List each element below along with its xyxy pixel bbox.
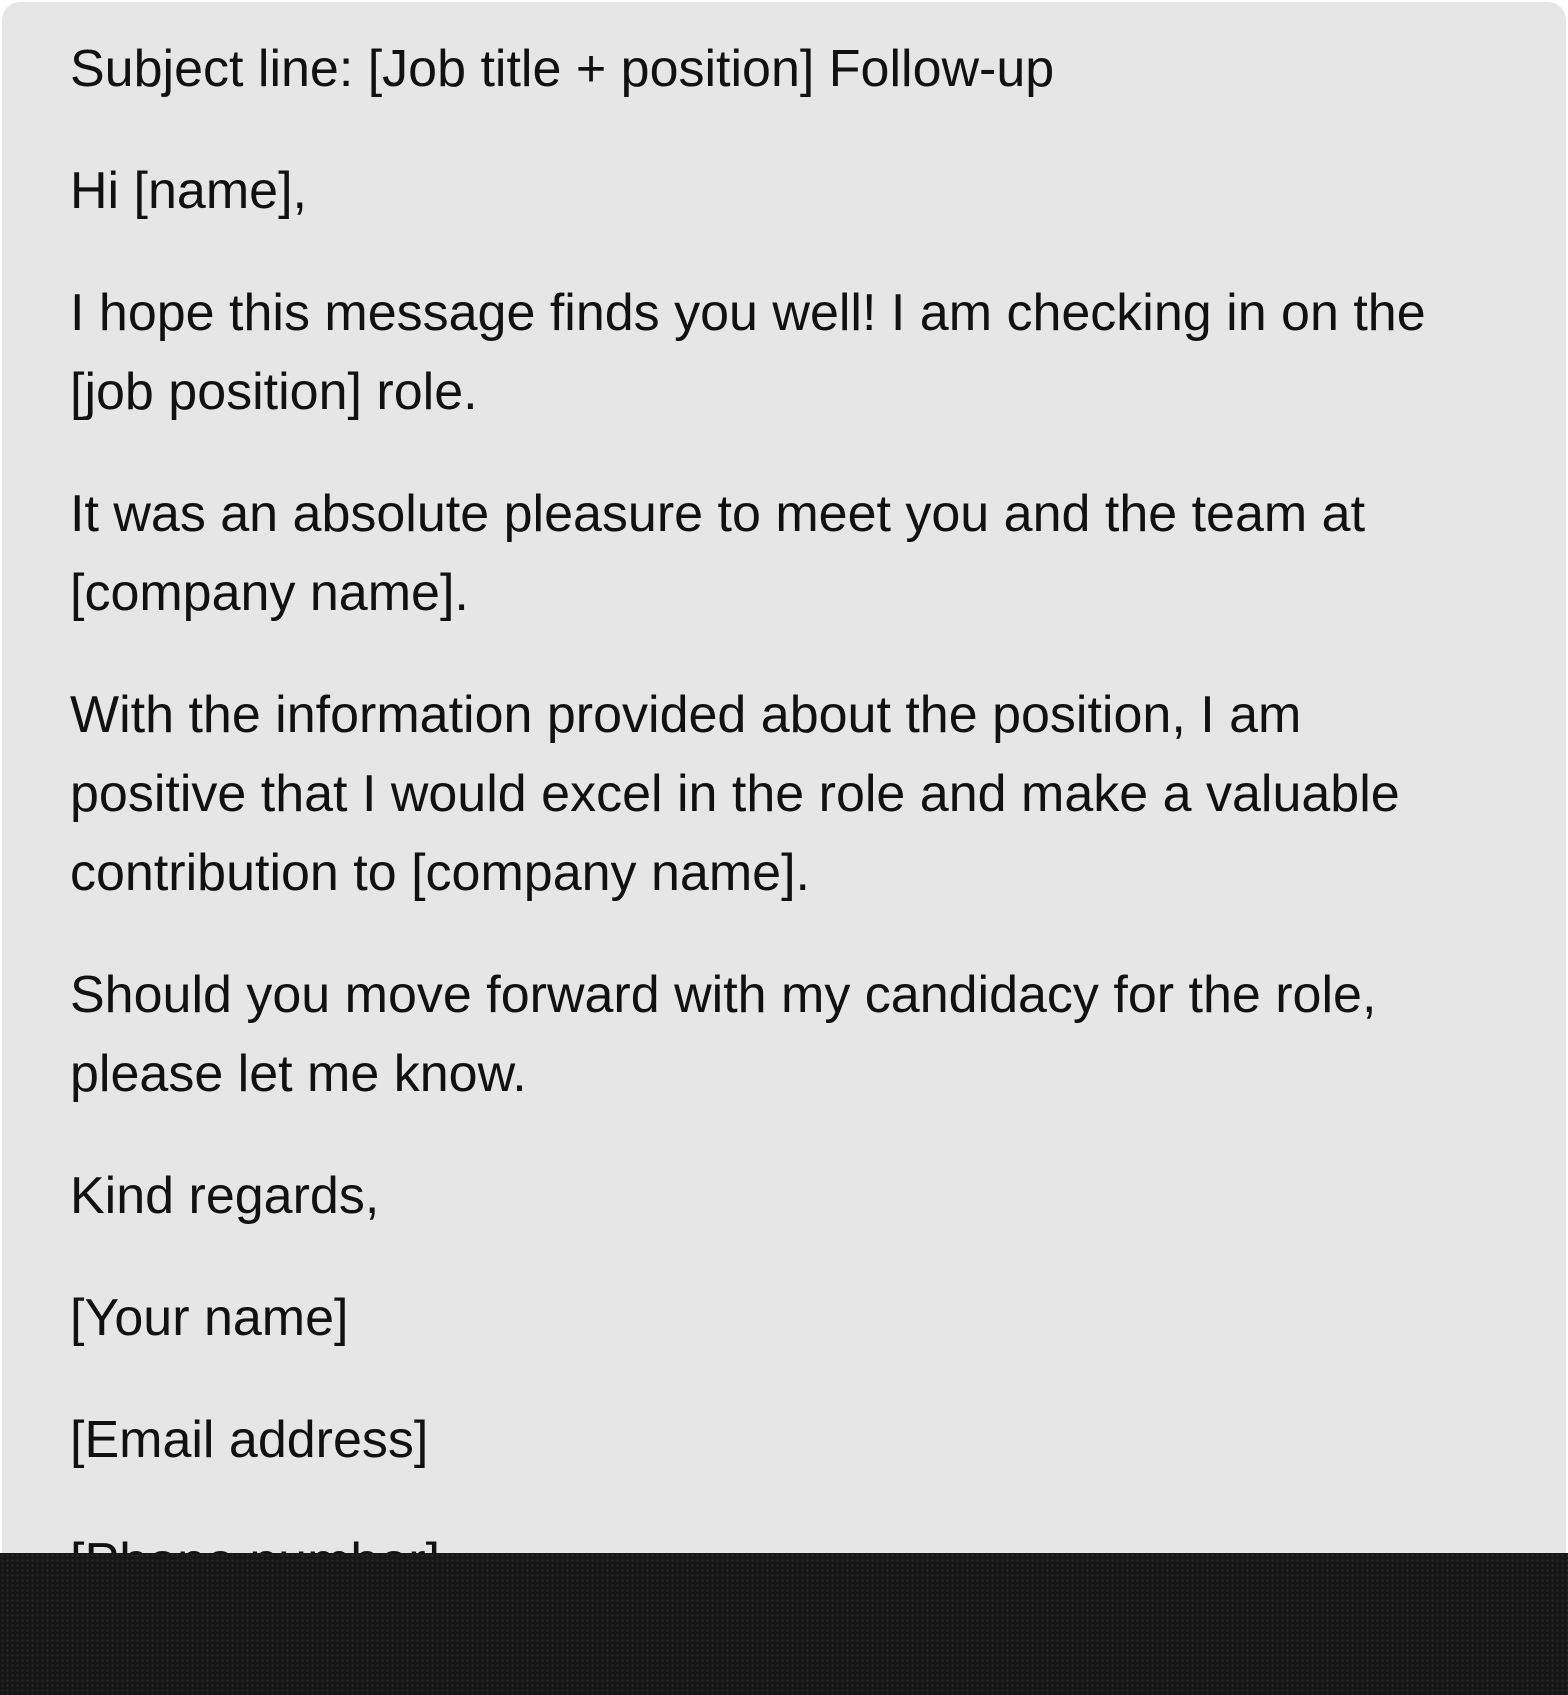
paragraph-check-in: I hope this message finds you well! I am checking in on the [job position] role. [70,284,1426,421]
email-template-card [2,2,1566,1693]
bottom-overlay-bar [0,1553,1568,1695]
signature-email: [Email address] [70,1411,429,1469]
paragraph-candidacy: Should you move forward with my candidacy for the role, please let me know. [70,966,1377,1103]
greeting: Hi [name], [70,162,307,220]
signature-name: [Your name] [70,1289,349,1347]
sign-off: Kind regards, [70,1167,380,1225]
paragraph-contribution: With the information provided about the position, I am positive that I would excel in the role and make a valuable contribution to [company name]. [70,686,1400,902]
paragraph-pleasure: It was an absolute pleasure to meet you and the team at [company name]. [70,485,1366,622]
email-body [70,2,1510,1645]
subject-line: Subject line: [Job title + position] Follow-up [70,40,1055,98]
